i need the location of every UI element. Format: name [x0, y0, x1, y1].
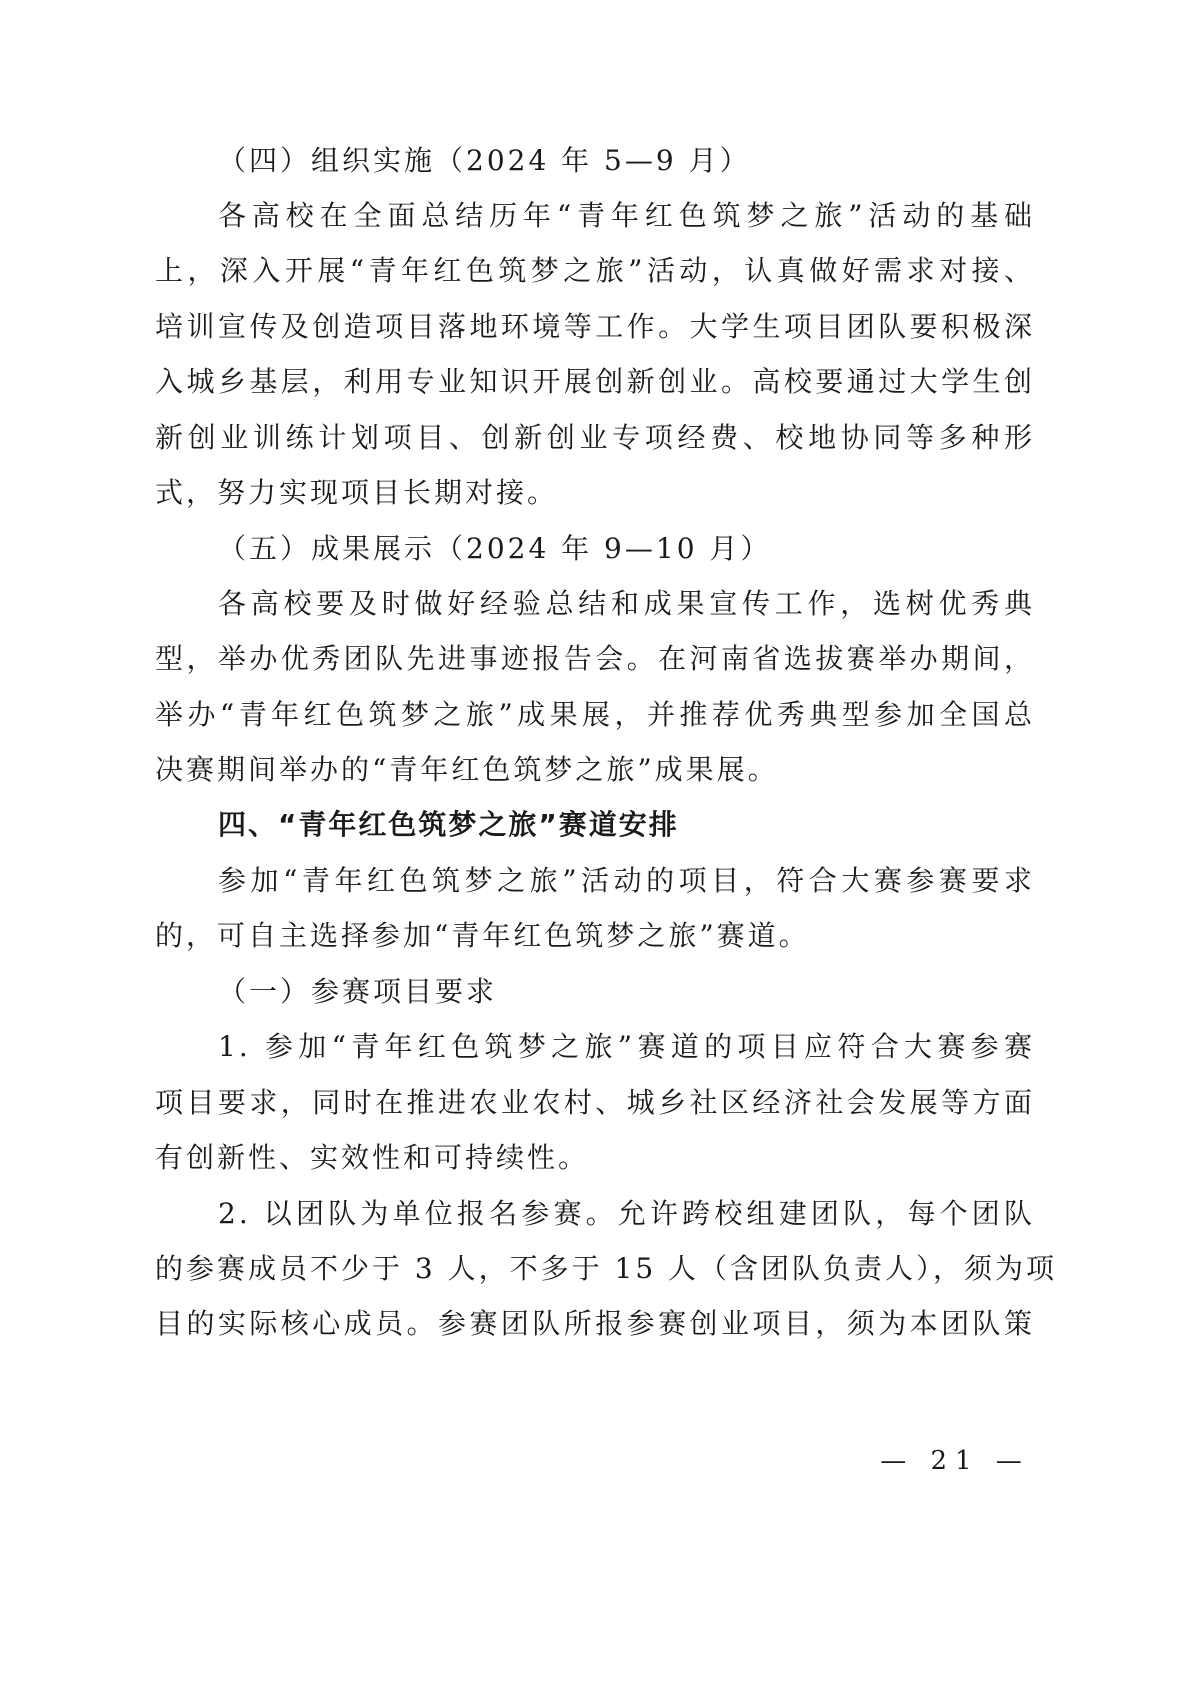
- paragraph-line: 各高校在全面总结历年“青年红色筑梦之旅”活动的基础: [218, 199, 1035, 232]
- section-heading-organize: （四）组织实施（2024 年 5—9 月）: [218, 144, 751, 177]
- paragraph-line: 入城乡基层，利用专业知识开展创新创业。高校要通过大学生创: [155, 365, 1035, 398]
- paragraph-line: 的，可自主选择参加“青年红色筑梦之旅”赛道。: [155, 919, 810, 952]
- paragraph-line: 的参赛成员不少于 3 人，不多于 15 人（含团队负责人），须为项: [155, 1252, 1058, 1285]
- section-heading-track: 四、“青年红色筑梦之旅”赛道安排: [218, 808, 679, 841]
- paragraph-line: 决赛期间举办的“青年红色筑梦之旅”成果展。: [155, 753, 779, 786]
- paragraph-line: 型，举办优秀团队先进事迹报告会。在河南省选拔赛举办期间，: [155, 642, 1035, 675]
- page-number: — 21 —: [880, 1446, 1030, 1476]
- paragraph-line: 1. 参加“青年红色筑梦之旅”赛道的项目应符合大赛参赛: [218, 1030, 1035, 1063]
- paragraph-line: 目的实际核心成员。参赛团队所报参赛创业项目，须为本团队策: [155, 1307, 1035, 1340]
- paragraph-line: 项目要求，同时在推进农业农村、城乡社区经济社会发展等方面: [155, 1086, 1035, 1119]
- paragraph-line: 培训宣传及创造项目落地环境等工作。大学生项目团队要积极深: [155, 310, 1035, 343]
- paragraph-line: 式，努力实现项目长期对接。: [155, 476, 559, 509]
- paragraph-line: 2. 以团队为单位报名参赛。允许跨校组建团队，每个团队: [218, 1197, 1035, 1230]
- paragraph-line: 上，深入开展“青年红色筑梦之旅”活动，认真做好需求对接、: [155, 254, 1035, 287]
- section-heading-results: （五）成果展示（2024 年 9—10 月）: [218, 532, 772, 565]
- paragraph-line: 有创新性、实效性和可持续性。: [155, 1141, 590, 1174]
- section-heading-requirements: （一）参赛项目要求: [218, 975, 498, 1008]
- paragraph-line: 新创业训练计划项目、创新创业专项经费、校地协同等多种形: [155, 421, 1035, 454]
- paragraph-line: 各高校要及时做好经验总结和成果宣传工作，选树优秀典: [218, 587, 1035, 620]
- paragraph-line: 举办“青年红色筑梦之旅”成果展，并推荐优秀典型参加全国总: [155, 698, 1035, 731]
- paragraph-line: 参加“青年红色筑梦之旅”活动的项目，符合大赛参赛要求: [218, 864, 1035, 897]
